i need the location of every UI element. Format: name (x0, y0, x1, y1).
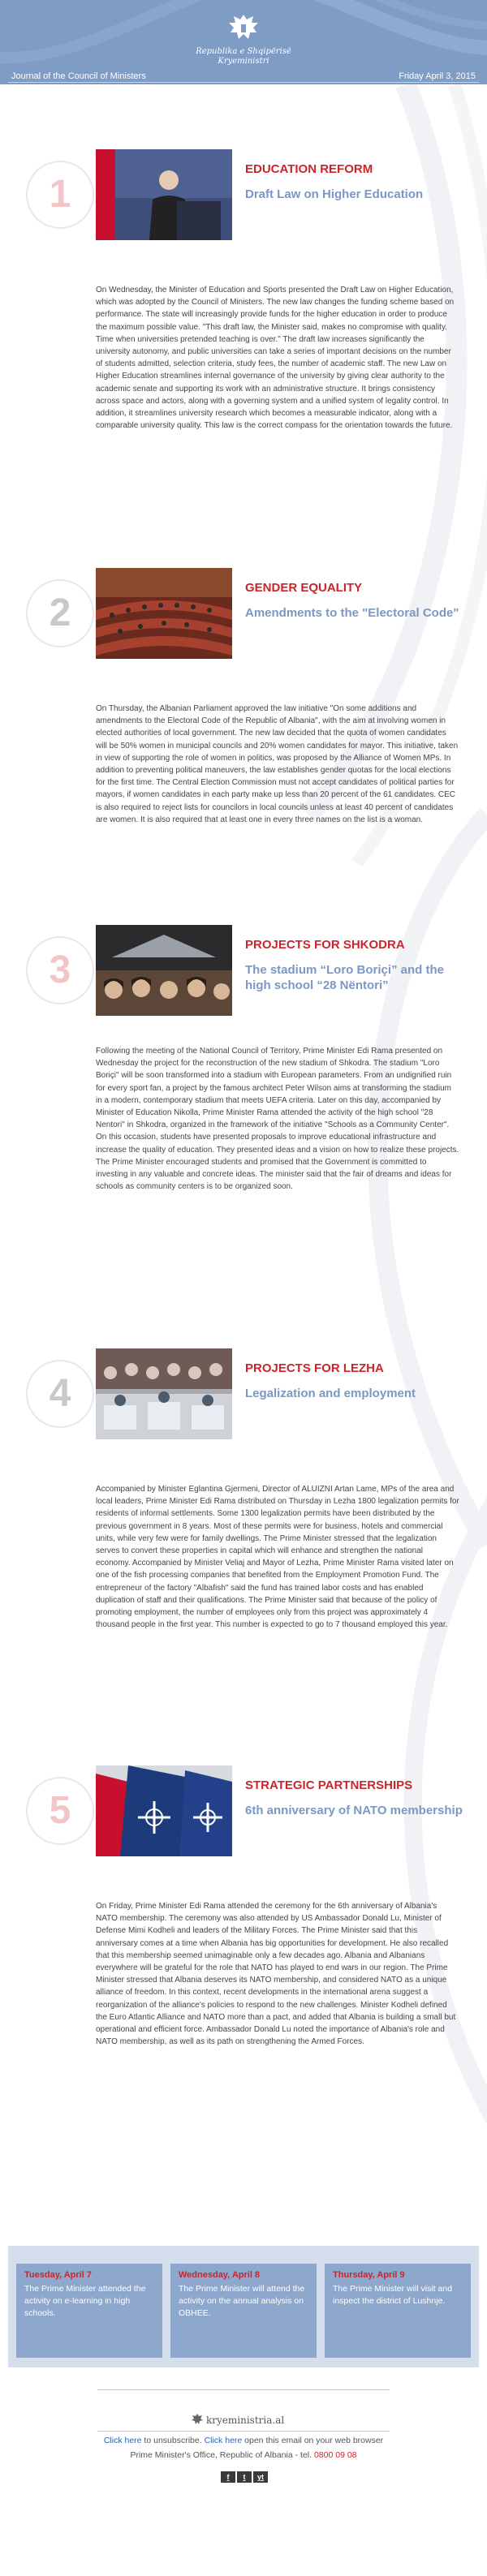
section-number: 4 (26, 1360, 94, 1428)
agenda-text: The Prime Minister will visit and inspect the district of Lushnje. (333, 2284, 453, 2306)
eagle-crest-icon (226, 11, 261, 47)
photo-nato-flags (96, 1765, 232, 1856)
section-number: 1 (26, 161, 94, 229)
header-divider (8, 82, 479, 83)
footer-divider (97, 2431, 390, 2432)
photo-parliament (96, 568, 232, 659)
section-subtitle: 6th anniversary of NATO membership (245, 1804, 463, 1817)
section-body: On Friday, Prime Minister Edi Rama attended the ceremony for the 6th anniversary of Albania's NATO membership. The ceremony was also attended by US Ambassador Donald Lu, Minister of Defense Mimi Kodheli and leaders of the Military Forces. The Prime Minister said that this anniversary comes at a time when Albania has big opportunities for development. He also recalled that this membership seemed unimaginable only a few decades ago. Albania and Albanians everywhere will be grateful for the role that NATO has played to end wars in our region. The Prime Minister stressed that Albania deserves its NATO membership, and considered NATO as a unique alliance of freedom. In this context, recent developments in the international arena suggest a reorganization of the alliance's policies to respond to the new challenges. Minister Kodheli defined the Euro Atlantic Alliance and NATO more than a pact, and added that Albania is building a small but operational and efficient force. Ambassador Donald Lu noted the importance of Albania's role and NATO membership, as well as its path on strengthening the Armed Forces. (96, 1902, 456, 2047)
photo-shkodra-students (96, 925, 232, 1016)
section-body: Accompanied by Minister Eglantina Gjermeni, Director of ALUIZNI Artan Lame, MPs of the area and local leaders, Prime Minister Edi Rama distributed on Thursday in Lezha 1800 legalization permits for residents of informal settlements. Some 1300 legalization permits have been distributed by the previous government in 8 years. Most of these permits were for business, hotels and commercial units, while very few were for family dwellings. The Prime Minister stressed that the legalization serves to convert these properties in capital which will enhance and strengthen the national economy. Accompanied by Minister Veliaj and Mayor of Lezha, Prime Minister Rama visited later on one of the fish processing companies that benefited from the Employment Promotion Fund. The entrepreneur of the factory "Albafish" said the fund has trained labor costs and has enabled duplication of staff and their qualifications. The Prime Minister said that because of the policy of promoting employment, the number of employees only from this project was approximately 4 thousand people in the first year. This number is expected to go to 7 thousand employed this year. (96, 1485, 459, 1630)
twitter-icon[interactable]: t (237, 2471, 252, 2483)
photo-lezha-legalization (96, 1348, 232, 1439)
photo-education-minister (96, 149, 232, 240)
agenda-item (325, 2264, 471, 2358)
section-title: PROJECTS FOR SHKODRA (245, 938, 405, 952)
crest-text-line2: Kryeministri (218, 57, 269, 66)
section-title: PROJECTS FOR LEZHA (245, 1361, 384, 1375)
section-body: On Thursday, the Albanian Parliament approved the law initiative "On some additions and amendments to the Electoral Code of the Republic of Albania", with the aim at involving women in elected authorities of local government. The new law decided that the quota of women candidates will be 50% women in municipal councils and 20% women candidates for mayor. This initiative, taken in view of supporting the role of women in politics, was proposed by the Alliance of Women MPs. In addition to preventing political maneuvers, the law establishes gender quotas for the local elections for the first time. The Central Election Commission must not accept candidates of political parties for mayors, if women candidates in each party make up less than 20 percent of the 61 candidates. CEC is also required to reject lists for councilors in local councils unless at least 40 percent of candidates are women. It is also required that at least one in every three names on the list is a woman. (96, 704, 459, 824)
office-text: Prime Minister's Office, Republic of Albania - tel. (130, 2450, 314, 2460)
journal-title: Journal of the Council of Ministers (11, 71, 146, 81)
crest-text-line1: Republika e Shqipërisë (196, 47, 291, 56)
agenda-day: Wednesday, April 8 (179, 2270, 261, 2280)
crest-text (179, 47, 308, 67)
browser-text: open this email on your web browser (242, 2436, 384, 2445)
section-body: Following the meeting of the National Council of Territory, Prime Minister Edi Rama presented on Wednesday the project for the reconstruction of the new stadium of Shkodra. The stadium "Loro Boriçi" will be soon transformed into a stadium with European parameters. From an undignified ruin for every sport fan, a project by the famous architect Peter Wilson aims at transforming the stadium in a modern, contemporary stadium that meets UEFA criteria. Later on this day, accompanied by Minister of Education Nikolla, Prime Minister Rama attended the activity of the high school "28 Nentori" in Shkodra, organized in the framework of the initiative "Schools as a Community Center". On this occasion, students have presented proposals to improve educational infrastructure and increase the quality of education. They presented ideas and a vision on how to realize these projects. The Prime Minister encouraged students and promised that the Government is committed to investing in any valuable and concrete ideas. The minister said that the fair of dreams and ideas for schools as community centers is to be organized soon. (96, 1047, 459, 1192)
agenda-day: Tuesday, April 7 (24, 2270, 92, 2280)
section-subtitle: Legalization and employment (245, 1387, 416, 1400)
section-number: 3 (26, 936, 94, 1004)
unsubscribe-line (0, 2436, 487, 2445)
facebook-icon[interactable]: f (221, 2471, 235, 2483)
agenda-text: The Prime Minister attended the activity on e-learning in high schools. (24, 2284, 146, 2318)
site-crest-icon (191, 2413, 204, 2426)
agenda-text: The Prime Minister will attend the activity on the annual analysis on OBHEE. (179, 2284, 305, 2318)
section-body: On Wednesday, the Minister of Education and Sports presented the Draft Law on Higher Education, which was adopted by the Council of Ministers. The new law changes the funding scheme based on performance. The state will increasingly provide funds for the higher education in order to produce the maximum possible value. "This draft law, the Minister said, makes no compromise with quality. Time when universities pretended teaching is over." The draft law increases significantly the university autonomy, and public universities can take a series of important decisions on the number of students admitted, selection criteria, study fees, the number of academic staff. The new Law on Higher Education streamlines internal governance of the university by giving clear authority to the academic senate and supporting its work with an administrative structure. It brings consistency across space and actors, along with a governing system and a unified system of legality control. In addition, it streamlines university research which becomes a measurable indicator, along with a comparable university quality. This law is the correct compass for the orientation towards the future. (96, 286, 455, 431)
section-title: EDUCATION REFORM (245, 162, 373, 176)
site-link[interactable]: kryeministria.al (206, 2415, 285, 2426)
agenda-day: Thursday, April 9 (333, 2270, 405, 2280)
agenda-item (16, 2264, 162, 2358)
issue-date: Friday April 3, 2015 (399, 71, 476, 81)
section-title: STRATEGIC PARTNERSHIPS (245, 1778, 413, 1792)
section-title: GENDER EQUALITY (245, 581, 363, 595)
section-number: 2 (26, 579, 94, 647)
youtube-icon[interactable]: yt (253, 2471, 268, 2483)
section-number: 5 (26, 1777, 94, 1845)
footer (0, 2385, 487, 2576)
office-line (0, 2450, 487, 2460)
agenda-item (170, 2264, 317, 2358)
section-subtitle: Draft Law on Higher Education (245, 187, 424, 201)
open-in-browser-link[interactable]: Click here (204, 2436, 243, 2445)
unsubscribe-text: to unsubscribe. (141, 2436, 205, 2445)
weekly-agenda (8, 2246, 479, 2367)
section-subtitle: Amendments to the "Electoral Code" (245, 606, 459, 620)
header (0, 0, 487, 84)
footer-divider (97, 2389, 390, 2390)
unsubscribe-link[interactable]: Click here (103, 2436, 142, 2445)
phone-number: 0800 09 08 (313, 2450, 357, 2460)
section-subtitle: The stadium “Loro Boriçi” and the high school “28 Nëntori” (245, 963, 445, 992)
